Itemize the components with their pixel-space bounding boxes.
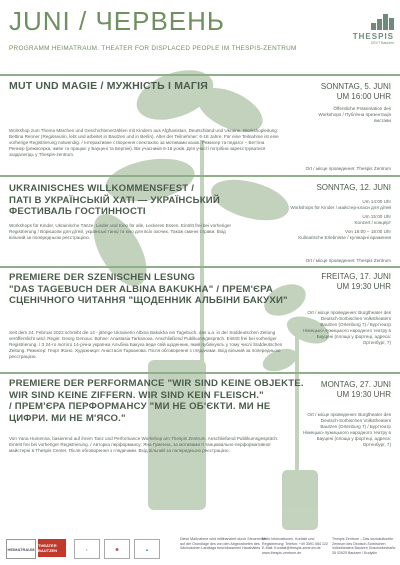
- event-title-line-1: PREMIERE DER SZENISCHEN LESUNG: [9, 272, 196, 283]
- event-description: Workshops für Kinder, Ukrainische Tänze, Lieder und Kino für alle, Leckeres Essen. Eintritt frei bei vorheriger Registrierung / Воркшопи для дітей, українські танці та кіно для всіх охочих. Також смачні страви. Вхід вільний за попередньою реєстрацією.: [9, 223, 231, 240]
- event-2: [9, 183, 391, 266]
- event-date: [303, 380, 391, 448]
- event-date: [321, 272, 391, 292]
- event-description: Workshop zum Thema Märchen und Geschichtenerzählen mit Kindern aus Afghanistan, Deutschland und Ukraine. Workshopleitung: Bettina Renner (Regisseurin, lebt und arbeitet in Bautzen und in Berlin). Alter der Teilnehmer: 6-18 Jahre. Für eine Teilnahme ist eine vorherige Registrierung notwendig. / Інтерактивне створення спектаклю за мотивами казок. Режисер та педагог – Беттіна Реннер (режисерка, живе та працює у Бауцені та Берліні). Вік учасників 6-18 років. Для участі потрібна зареєструватися заздалегідь у Thespis-zentrum.: [9, 128, 279, 157]
- sponsor-emblem-icon: ▲: [145, 546, 149, 552]
- thespis-logo: [348, 14, 394, 45]
- event-date-time: UM 16:00 UHR: [336, 92, 391, 101]
- event-3: [9, 272, 391, 372]
- event-slot: Um 15:00 Uhr: [362, 214, 391, 219]
- sponsor-logo: [104, 539, 130, 559]
- event-place: Ort / місце проведення: Burgtheater des Deutsch-Sorbischen Volkstheaters Bautzen (Ortenburg 7) / Бургтеатр Німецько-лужицького народного театру в Бауцені (площа у фортеці, адреса: Ортенбург, 7): [303, 310, 391, 345]
- sponsor-logo: [74, 539, 100, 559]
- event-description: Seit dem 24. Februar 2022 schreibt die 14 - jährige Ukrainerin Albina Bakukha ein Tagebuch, das u.a. in der Süddeutschen Zeitung veröffentlicht wird. Regie: Georg Genoux. Bühne: Anastasia Tarkanova. Anschließend Publikumsgespräch. Eintritt frei bei vorheriger Registrierung. / З 24-го лютого 14-річна українка Альбіна Бакуха веде свій щоденник, який публікують у тому числі Süddeutschen Zeitung. Режисер: Георг Жоно. Художниця: Анастасія Тарканова. Після обговорення з глядачами. Вхід вільний за попередньою реєстрацією.: [9, 330, 283, 359]
- event-title-line-4: ЦИФРИ. МИ НЕ М'ЯСО.": [9, 412, 126, 424]
- divider: [0, 266, 400, 268]
- event-date-time: UM 19:30 UHR: [336, 282, 391, 291]
- sponsor-logo: [134, 539, 160, 559]
- logo-mark-icon: [348, 14, 394, 30]
- heimatraum-logo: HEIMATRAUM: [6, 539, 36, 559]
- divider: [0, 74, 400, 76]
- event-title-line-3: ФЕСТИВАЛЬ ГОСТИННОСТІ: [9, 206, 146, 217]
- header: [9, 6, 339, 52]
- footer: [0, 531, 400, 565]
- event-date-time: UM 19:30 UHR: [336, 390, 391, 399]
- funding-note: Diese Maßnahme wird mitfinanziert durch Steuermittel auf der Grundlage des von den Abgeordneten des Sächsischen Landtags beschlossenen Haushaltes: [180, 537, 267, 550]
- divider: [0, 372, 400, 374]
- page-subtitle: PROGRAMM HEIMATRAUM. THEATER FOR DISPLACED PEOPLE IM THESPIS-ZENTRUM: [9, 45, 297, 52]
- event-side-note: Öffentliche Präsentation des Workshops / Публічна презентація вистави: [318, 106, 391, 123]
- event-title-line-1: UKRAINISCHES WILLKOMMENSFEST /: [9, 183, 195, 194]
- event-4: [9, 378, 391, 528]
- event-1: [9, 80, 391, 175]
- sponsor-emblem-icon: ✺: [115, 546, 119, 552]
- contact-info: Mehr Informationen, Kontakt und Registrierung: Telefon: +49 3591 584 122 E-Mail: Kontakt@thespis-zentrum.de www.thespis-zentrum.de: [262, 537, 328, 555]
- event-title-line-3: СЦЕНІЧНОГО ЧИТАННЯ "ЩОДЕННИК АЛЬБІНИ БАКУХИ": [9, 295, 288, 306]
- event-date: [290, 183, 391, 241]
- event-title-line-2: WIR SIND KEINE ZIFFERN. WIR SIND KEIN FLEISCH.": [9, 389, 264, 401]
- event-description: Von Yana Humenna, basierend auf ihrem Tanz und Performance Workshop am Thespis Zentrum. Anschließend Publikumsgespräch. Eintritt frei bei vorheriger Registrierung. / Авторка перформансу: Яна Гуменна, за мотивами її танцювально-перформативної майстерні в Thespis Center. Після обговорення з глядачами. Вхід вільний за попередньою реєстрацією.: [9, 436, 279, 453]
- event-slot: Workshops für Kinder / майстер-класи для дітей: [290, 205, 391, 210]
- event-title: MUT UND MAGIE / МУЖНІСТЬ І МАГІЯ: [9, 80, 208, 92]
- theater-bautzen-logo: THEATER BAUTZEN: [38, 539, 66, 557]
- event-date: [311, 82, 391, 124]
- event-date-day: SONNTAG, 12. JUNI: [316, 183, 391, 192]
- sponsor-emblem-icon: ◐: [85, 546, 89, 552]
- address-info: Thespis Zentrum – Das soziokulturelle Zentrum des Deutsch-Sorbischen Volkstheaters Bautzen Goschwitzstraße 35 02625 Bautzen / Budyšin: [332, 537, 396, 555]
- logo-sub: DSVT Bautzen: [370, 41, 394, 45]
- event-title-line-3: / ПРЕМ'ЄРА ПЕРФОРМАНСУ "МИ НЕ ОБ'ЄКТИ. МИ НЕ: [9, 401, 271, 412]
- event-place: Ort / місце проведення: Burgtheater des Deutsch-Sorbischen Volkstheaters Bautzen (Ortenburg 7) / Бургтеатр Німецько-лужицького народного театру в Бауцені (площа у фортеці, адреса: Ортенбург, 7): [303, 412, 391, 447]
- event-place: Ort / місце проведення: Thespis Zentrum: [305, 258, 391, 263]
- event-slot: Kulinarische Erlebnisse / кулінарні враження: [298, 235, 391, 240]
- event-date-day: MONTAG, 27. JUNI: [320, 380, 391, 389]
- event-slot: Um 14:00 Uhr: [362, 199, 391, 204]
- event-date-day: SONNTAG, 5. JUNI: [320, 82, 391, 91]
- event-place: Ort / місце проведення: Thespis Zentrum: [305, 166, 391, 171]
- event-title-line-2: ПАТІ В УКРАЇНСЬКІЙ ХАТІ — УКРАЇНСЬКИЙ: [9, 194, 220, 206]
- page-title: JUNI / ЧЕРВЕНЬ: [9, 6, 225, 36]
- event-title-line-2: "DAS TAGEBUCH DER ALBINA BAKUKHA" / ПРЕМ'ЄРА: [9, 283, 274, 295]
- logo-name: THESPIS: [352, 32, 394, 41]
- event-title-line-1: PREMIERE DER PERFORMANCE "WIR SIND KEINE OBJEKTE.: [9, 378, 304, 389]
- event-date-day: FREITAG, 17. JUNI: [321, 272, 391, 281]
- event-slot: Von 16:00 – 18:00 Uhr: [345, 229, 391, 234]
- divider: [0, 175, 400, 177]
- event-slot: Konzert / концерт: [354, 220, 391, 225]
